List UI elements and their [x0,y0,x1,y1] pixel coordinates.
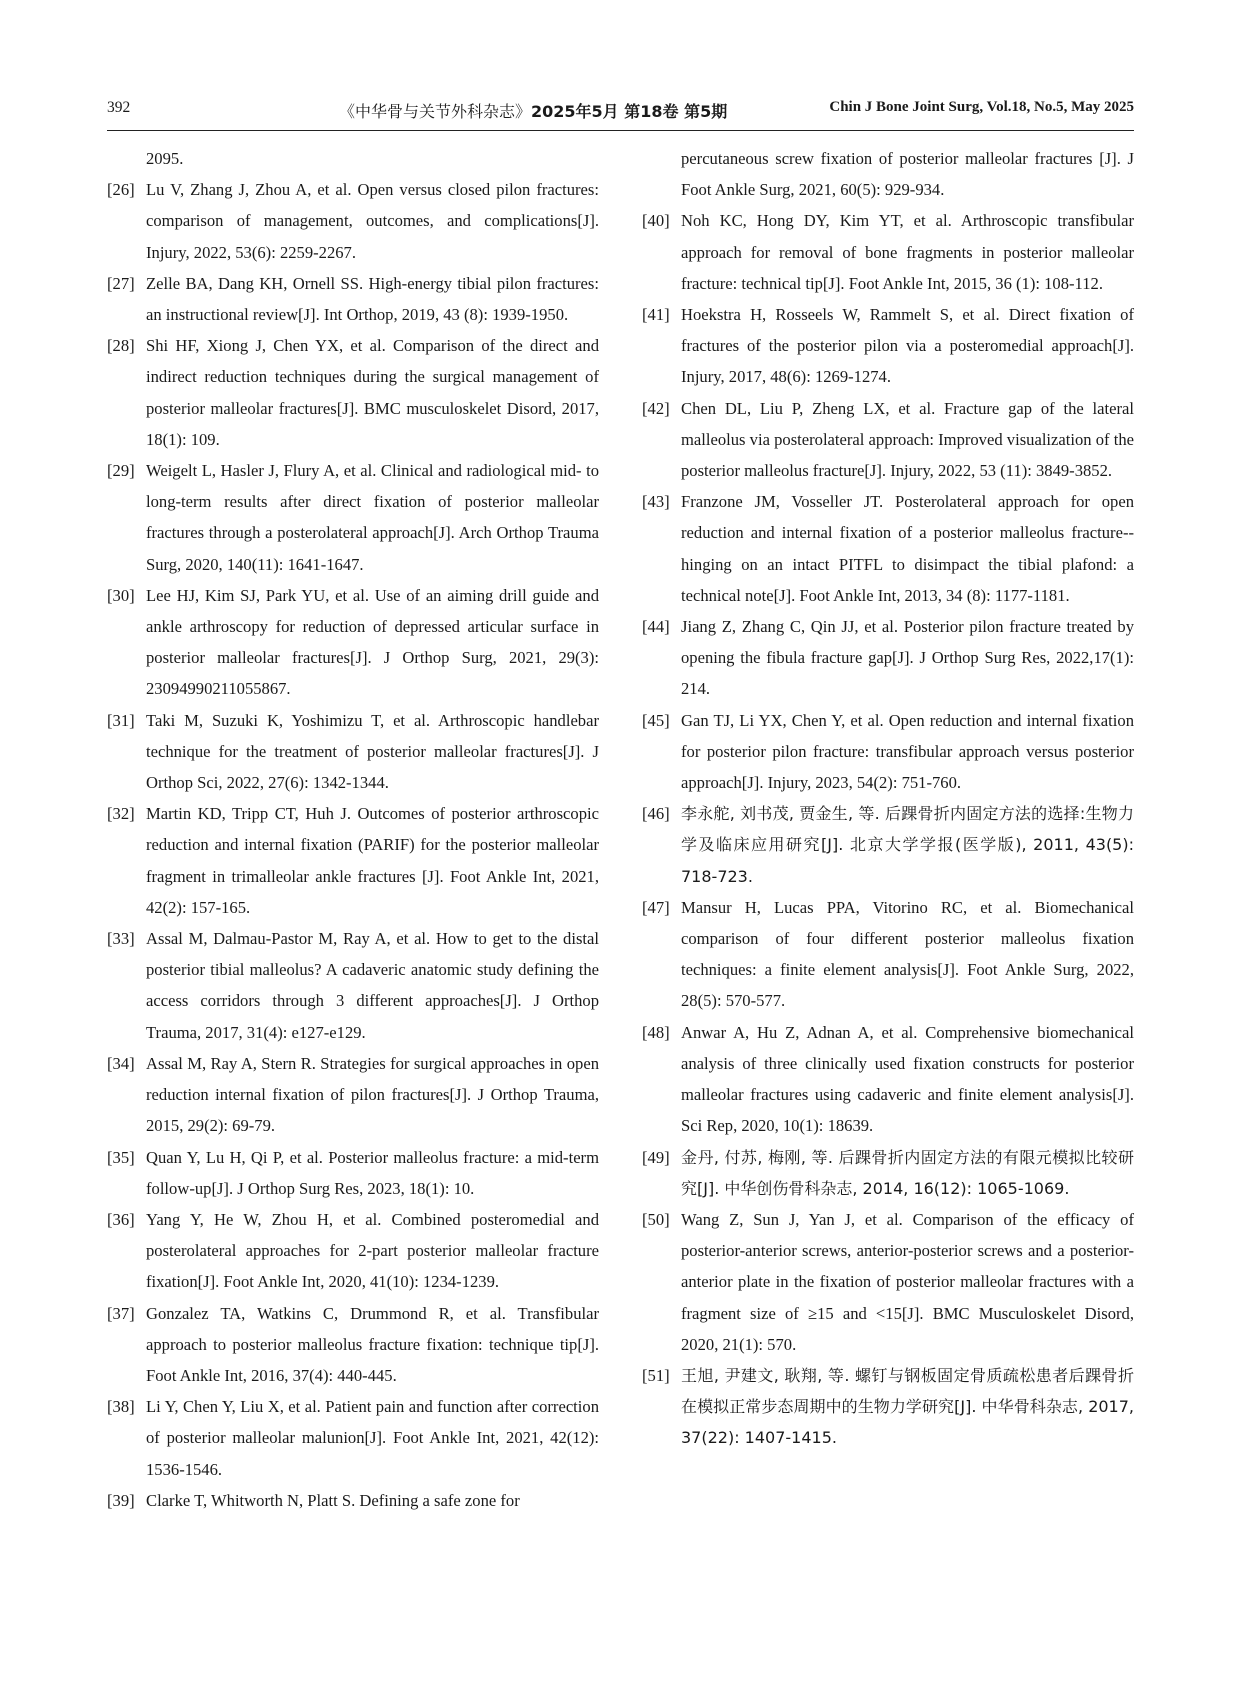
reference-text: Franzone JM, Vosseller JT. Posterolateral approach for open reduction and internal fixation of a posterior malleolus fracture--hinging on an intact PITFL to disimpact the tibial plafond: a technical note[J]. Foot Ankle Int, 2013, 34 (8): 1177-1181. [681,492,1134,605]
reference-number: [27] [107,273,135,293]
reference-text: 金丹, 付苏, 梅刚, 等. 后踝骨折内固定方法的有限元模拟比较研究[J]. 中华创伤骨科杂志, 2014, 16(12): 1065-1069. [681,1147,1134,1198]
reference-text: Assal M, Dalmau-Pastor M, Ray A, et al. How to get to the distal posterior tibial malleolus? A cadaveric anatomic study defining the access corridors through 3 different approaches[J]. J Orthop Trauma, 2017, 31(4): e127-e129. [146,929,599,1042]
reference-item [642,299,1134,393]
reference-item [642,611,1134,705]
journal-title-cn [339,99,727,122]
reference-text: Weigelt L, Hasler J, Flury A, et al. Clinical and radiological mid- to long-term results after direct fixation of posterior malleolar fractures through a posterolateral approach[J]. Arch Orthop Trauma Surg, 2020, 140(11): 1641-1647. [146,461,599,574]
reference-item [107,1391,599,1485]
reference-text: Wang Z, Sun J, Yan J, et al. Comparison of the efficacy of posterior-anterior screws, anterior-posterior screws and a posterior-anterior plate in the fixation of posterior malleolar fractures with a fragment size of ≥15 and <15[J]. BMC Musculoskelet Disord, 2020, 21(1): 570. [681,1209,1134,1354]
reference-number: [40] [642,211,670,231]
reference-item [642,1142,1134,1204]
reference-item [107,580,599,705]
reference-item [642,1017,1134,1142]
reference-text: Quan Y, Lu H, Qi P, et al. Posterior malleolus fracture: a mid-term follow-up[J]. J Orthop Surg Res, 2023, 18(1): 10. [146,1147,599,1198]
reference-text: Noh KC, Hong DY, Kim YT, et al. Arthroscopic transfibular approach for removal of bone fragments in posterior malleolar fracture: technical tip[J]. Foot Ankle Int, 2015, 36 (1): 108-112. [681,211,1134,293]
reference-number: [30] [107,585,135,605]
reference-number: [46] [642,804,670,824]
journal-title-en: Chin J Bone Joint Surg, Vol.18, No.5, May 2025 [829,99,1134,115]
reference-number: [37] [107,1303,135,1323]
reference-item [107,1485,599,1516]
reference-number: [47] [642,897,670,917]
journal-issue-cn: 2025年5月 第18卷 第5期 [531,102,728,121]
reference-item [642,1204,1134,1360]
reference-number: [33] [107,929,135,949]
reference-number: [38] [107,1397,135,1417]
reference-number: [36] [107,1209,135,1229]
reference-number: [45] [642,710,670,730]
reference-text: Lu V, Zhang J, Zhou A, et al. Open versus closed pilon fractures: comparison of management, outcomes, and complications[J]. Injury, 2022, 53(6): 2259-2267. [146,180,599,262]
reference-text: Hoekstra H, Rosseels W, Rammelt S, et al. Direct fixation of fractures of the posterior pilon via a posteromedial approach[J]. Injury, 2017, 48(6): 1269-1274. [681,305,1134,387]
reference-item [107,268,599,330]
reference-text: Assal M, Ray A, Stern R. Strategies for surgical approaches in open reduction internal fixation of pilon fractures[J]. J Orthop Trauma, 2015, 29(2): 69-79. [146,1053,599,1136]
reference-number: [28] [107,336,135,356]
reference-item [107,798,599,923]
reference-text: 李永舵, 刘书茂, 贾金生, 等. 后踝骨折内固定方法的选择:生物力学及临床应用研究[J]. 北京大学学报(医学版), 2011, 43(5): 718-723. [681,804,1134,886]
reference-number: [32] [107,804,135,824]
reference-number: [31] [107,710,135,730]
reference-continuation: 2095. [146,149,184,168]
reference-item [642,1360,1134,1454]
reference-item [642,205,1134,299]
reference-item [642,705,1134,799]
reference-text: Taki M, Suzuki K, Yoshimizu T, et al. Arthroscopic handlebar technique for the treatment of posterior malleolar fractures[J]. J Orthop Sci, 2022, 27(6): 1342-1344. [146,710,599,793]
reference-text: Gonzalez TA, Watkins C, Drummond R, et al. Transfibular approach to posterior malleolus fracture fixation: technique tip[J]. Foot Ankle Int, 2016, 37(4): 440-445. [146,1303,599,1385]
reference-item [107,1142,599,1204]
reference-continuation: percutaneous screw fixation of posterior malleolar fractures [J]. J Foot Ankle Surg, 2021, 60(5): 929-934. [681,149,1134,200]
reference-text: Anwar A, Hu Z, Adnan A, et al. Comprehensive biomechanical analysis of three clinically used fixation constructs for posterior malleolar fractures using cadaveric and finite element analysis[J]. Sci Rep, 2020, 10(1): 18639. [681,1022,1134,1136]
reference-text: 王旭, 尹建文, 耿翔, 等. 螺钉与钢板固定骨质疏松患者后踝骨折在模拟正常步态周期中的生物力学研究[J]. 中华骨科杂志, 2017, 37(22): 1407-1415. [681,1365,1134,1448]
reference-item [642,486,1134,611]
reference-number: [51] [642,1365,670,1385]
reference-item [107,1204,599,1298]
reference-item [107,174,599,268]
reference-text: Martin KD, Tripp CT, Huh J. Outcomes of posterior arthroscopic reduction and internal fixation (PARIF) for the posterior malleolar fragment in trimalleolar ankle fractures [J]. Foot Ankle Int, 2021, 42(2): 157-165. [146,804,599,917]
reference-item [107,705,599,799]
reference-item [107,330,599,455]
reference-list [107,174,599,1516]
reference-item [107,455,599,580]
reference-number: [42] [642,398,670,418]
reference-list [642,205,1134,1453]
reference-text: Jiang Z, Zhang C, Qin JJ, et al. Posterior pilon fracture treated by opening the fibula fracture gap[J]. J Orthop Surg Res, 2022,17(1): 214. [681,617,1134,699]
running-header [107,96,1134,131]
reference-text: Zelle BA, Dang KH, Ornell SS. High-energy tibial pilon fractures: an instructional review[J]. Int Orthop, 2019, 43 (8): 1939-1950. [146,273,599,325]
reference-item [642,393,1134,487]
reference-text: Chen DL, Liu P, Zheng LX, et al. Fracture gap of the lateral malleolus via posterolateral approach: Improved visualization of the posterior malleolus fracture[J]. Injury, 2022, 53 (11): 3849-3852. [681,398,1134,481]
reference-number: [43] [642,492,670,512]
reference-text: Mansur H, Lucas PPA, Vitorino RC, et al. Biomechanical comparison of four different posterior malleolus fixation techniques: a finite element analysis[J]. Foot Ankle Surg, 2022, 28(5): 570-577. [681,897,1134,1011]
reference-item [642,892,1134,1017]
reference-number: [50] [642,1209,670,1229]
reference-number: [49] [642,1147,670,1167]
reference-number: [34] [107,1053,135,1073]
left-column [107,143,599,1516]
reference-text: Yang Y, He W, Zhou H, et al. Combined posteromedial and posterolateral approaches for 2-part posterior malleolar fracture fixation[J]. Foot Ankle Int, 2020, 41(10): 1234-1239. [146,1209,599,1292]
reference-text: Shi HF, Xiong J, Chen YX, et al. Comparison of the direct and indirect reduction techniques during the surgical management of posterior malleolar fractures[J]. BMC musculoskelet Disord, 2017, 18(1): 109. [146,336,599,449]
reference-item [107,923,599,1048]
page-number: 392 [107,99,131,116]
reference-text: Lee HJ, Kim SJ, Park YU, et al. Use of an aiming drill guide and ankle arthroscopy for reduction of depressed articular surface in posterior malleolar fractures[J]. J Orthop Surg, 2021, 29(3): 23094990211055867. [146,585,599,699]
reference-text: Clarke T, Whitworth N, Platt S. Defining a safe zone for [146,1490,520,1510]
reference-number: [39] [107,1490,135,1510]
reference-number: [41] [642,305,670,325]
reference-number: [29] [107,461,135,481]
reference-number: [35] [107,1147,135,1167]
right-column [642,143,1134,1454]
reference-item [107,1298,599,1392]
reference-text: Li Y, Chen Y, Liu X, et al. Patient pain and function after correction of posterior malleolar malunion[J]. Foot Ankle Int, 2021, 42(12): 1536-1546. [146,1397,599,1479]
reference-number: [26] [107,180,135,200]
reference-text: Gan TJ, Li YX, Chen Y, et al. Open reduction and internal fixation for posterior pilon fracture: transfibular approach versus posterior approach[J]. Injury, 2023, 54(2): 751-760. [681,710,1134,793]
reference-item [642,798,1134,892]
reference-number: [44] [642,617,670,637]
reference-number: [48] [642,1022,670,1042]
journal-name-cn: 《中华骨与关节外科杂志》 [339,102,532,121]
reference-item [107,1048,599,1142]
